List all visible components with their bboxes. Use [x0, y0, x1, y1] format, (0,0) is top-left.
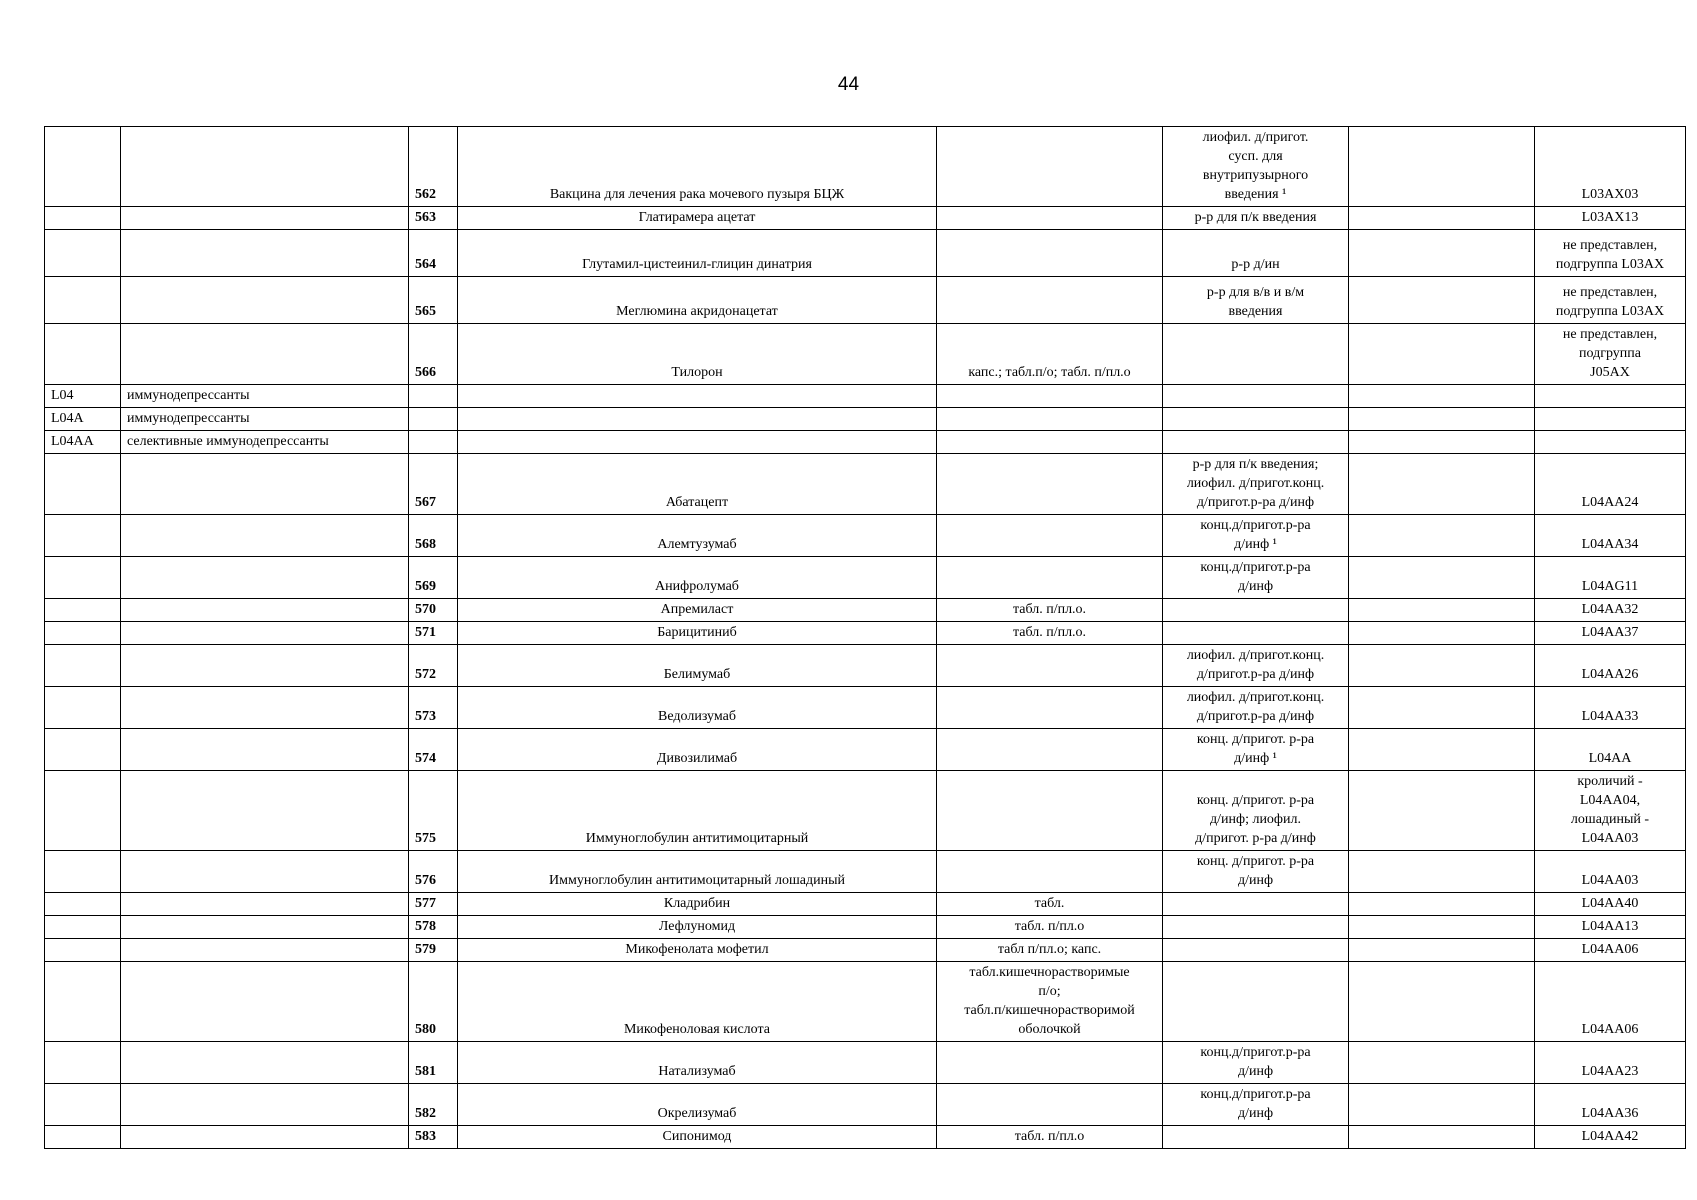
- atc-reference-cell: L04AG11: [1535, 557, 1686, 599]
- table-row: [45, 851, 1686, 893]
- group-name-cell: [121, 127, 409, 207]
- note-cell: [1349, 893, 1535, 916]
- dosage-form-cell: [937, 385, 1163, 408]
- atc-code-cell: [45, 645, 121, 687]
- row-number-cell: 572: [409, 645, 458, 687]
- atc-reference-cell: L04AA26: [1535, 645, 1686, 687]
- dosage-form-cell: табл п/пл.о; капс.: [937, 939, 1163, 962]
- group-row: [45, 385, 1686, 408]
- atc-reference-cell: L04AA06: [1535, 939, 1686, 962]
- drug-name-cell: Глутамил-цистеинил-глицин динатрия: [458, 230, 937, 277]
- drug-name-cell: Натализумаб: [458, 1042, 937, 1084]
- atc-reference-cell: не представлен, подгруппа J05AX: [1535, 324, 1686, 385]
- atc-code-cell: L04A: [45, 408, 121, 431]
- table-row: [45, 622, 1686, 645]
- atc-code-cell: [45, 771, 121, 851]
- row-number-cell: 575: [409, 771, 458, 851]
- atc-reference-cell: L04AA40: [1535, 893, 1686, 916]
- note-cell: [1349, 324, 1535, 385]
- table-row: [45, 916, 1686, 939]
- injection-form-cell: конц.д/пригот.р-ра д/инф: [1163, 1084, 1349, 1126]
- group-name-cell: [121, 622, 409, 645]
- atc-reference-cell: [1535, 408, 1686, 431]
- row-number-cell: 580: [409, 962, 458, 1042]
- group-name-cell: [121, 687, 409, 729]
- atc-reference-cell: L04AA03: [1535, 851, 1686, 893]
- atc-reference-cell: L03AX03: [1535, 127, 1686, 207]
- dosage-form-cell: [937, 230, 1163, 277]
- injection-form-cell: р-р д/ин: [1163, 230, 1349, 277]
- group-name-cell: [121, 771, 409, 851]
- row-number-cell: 565: [409, 277, 458, 324]
- dosage-form-cell: [937, 645, 1163, 687]
- note-cell: [1349, 962, 1535, 1042]
- group-name-cell: иммунодепрессанты: [121, 385, 409, 408]
- dosage-form-cell: табл. п/пл.о: [937, 1126, 1163, 1149]
- injection-form-cell: р-р для п/к введения; лиофил. д/пригот.конц. д/пригот.р-ра д/инф: [1163, 454, 1349, 515]
- group-name-cell: [121, 1042, 409, 1084]
- dosage-form-cell: [937, 454, 1163, 515]
- atc-reference-cell: L03AX13: [1535, 207, 1686, 230]
- injection-form-cell: конц. д/пригот. р-ра д/инф; лиофил. д/пригот. р-ра д/инф: [1163, 771, 1349, 851]
- table-row: [45, 557, 1686, 599]
- dosage-form-cell: [937, 1084, 1163, 1126]
- dosage-form-cell: [937, 1042, 1163, 1084]
- atc-code-cell: [45, 324, 121, 385]
- injection-form-cell: [1163, 599, 1349, 622]
- injection-form-cell: лиофил. д/пригот. сусп. для внутрипузырного введения ¹: [1163, 127, 1349, 207]
- dosage-form-cell: [937, 408, 1163, 431]
- drug-name-cell: Иммуноглобулин антитимоцитарный лошадиный: [458, 851, 937, 893]
- atc-code-cell: L04: [45, 385, 121, 408]
- injection-form-cell: [1163, 385, 1349, 408]
- atc-code-cell: [45, 127, 121, 207]
- atc-reference-cell: L04AA33: [1535, 687, 1686, 729]
- note-cell: [1349, 1084, 1535, 1126]
- note-cell: [1349, 408, 1535, 431]
- atc-reference-cell: [1535, 431, 1686, 454]
- note-cell: [1349, 851, 1535, 893]
- group-row: [45, 408, 1686, 431]
- note-cell: [1349, 385, 1535, 408]
- note-cell: [1349, 771, 1535, 851]
- table-row: [45, 645, 1686, 687]
- table-row: [45, 729, 1686, 771]
- note-cell: [1349, 729, 1535, 771]
- atc-code-cell: [45, 1042, 121, 1084]
- dosage-form-cell: [937, 557, 1163, 599]
- drug-table: [44, 126, 1686, 1149]
- atc-code-cell: [45, 454, 121, 515]
- atc-reference-cell: [1535, 385, 1686, 408]
- atc-code-cell: [45, 515, 121, 557]
- atc-reference-cell: L04AA36: [1535, 1084, 1686, 1126]
- dosage-form-cell: [937, 851, 1163, 893]
- dosage-form-cell: [937, 729, 1163, 771]
- table-row: [45, 454, 1686, 515]
- row-number-cell: 578: [409, 916, 458, 939]
- row-number-cell: [409, 385, 458, 408]
- injection-form-cell: [1163, 916, 1349, 939]
- group-name-cell: [121, 599, 409, 622]
- row-number-cell: 573: [409, 687, 458, 729]
- dosage-form-cell: табл. п/пл.о.: [937, 622, 1163, 645]
- row-number-cell: 579: [409, 939, 458, 962]
- injection-form-cell: р-р для п/к введения: [1163, 207, 1349, 230]
- note-cell: [1349, 645, 1535, 687]
- table-row: [45, 687, 1686, 729]
- row-number-cell: [409, 431, 458, 454]
- atc-code-cell: [45, 939, 121, 962]
- atc-code-cell: [45, 207, 121, 230]
- note-cell: [1349, 277, 1535, 324]
- atc-code-cell: [45, 230, 121, 277]
- atc-reference-cell: не представлен, подгруппа L03AX: [1535, 277, 1686, 324]
- atc-code-cell: [45, 622, 121, 645]
- injection-form-cell: [1163, 408, 1349, 431]
- group-name-cell: [121, 939, 409, 962]
- table-row: [45, 939, 1686, 962]
- drug-name-cell: Ведолизумаб: [458, 687, 937, 729]
- table-row: [45, 515, 1686, 557]
- injection-form-cell: [1163, 939, 1349, 962]
- group-name-cell: селективные иммунодепрессанты: [121, 431, 409, 454]
- note-cell: [1349, 599, 1535, 622]
- injection-form-cell: конц. д/пригот. р-ра д/инф: [1163, 851, 1349, 893]
- drug-name-cell: Кладрибин: [458, 893, 937, 916]
- drug-name-cell: Дивозилимаб: [458, 729, 937, 771]
- note-cell: [1349, 1126, 1535, 1149]
- drug-name-cell: Глатирамера ацетат: [458, 207, 937, 230]
- injection-form-cell: [1163, 962, 1349, 1042]
- note-cell: [1349, 916, 1535, 939]
- drug-name-cell: [458, 408, 937, 431]
- note-cell: [1349, 454, 1535, 515]
- atc-code-cell: [45, 851, 121, 893]
- atc-reference-cell: L04AA23: [1535, 1042, 1686, 1084]
- atc-reference-cell: L04AA34: [1535, 515, 1686, 557]
- row-number-cell: 577: [409, 893, 458, 916]
- drug-name-cell: Микофенолата мофетил: [458, 939, 937, 962]
- row-number-cell: 582: [409, 1084, 458, 1126]
- note-cell: [1349, 939, 1535, 962]
- group-name-cell: [121, 645, 409, 687]
- atc-code-cell: [45, 729, 121, 771]
- injection-form-cell: конц.д/пригот.р-ра д/инф: [1163, 1042, 1349, 1084]
- row-number-cell: 569: [409, 557, 458, 599]
- injection-form-cell: лиофил. д/пригот.конц. д/пригот.р-ра д/инф: [1163, 687, 1349, 729]
- drug-name-cell: Барицитиниб: [458, 622, 937, 645]
- row-number-cell: 566: [409, 324, 458, 385]
- drug-name-cell: Сипонимод: [458, 1126, 937, 1149]
- atc-code-cell: [45, 962, 121, 1042]
- drug-name-cell: Окрелизумаб: [458, 1084, 937, 1126]
- note-cell: [1349, 1042, 1535, 1084]
- injection-form-cell: конц.д/пригот.р-ра д/инф ¹: [1163, 515, 1349, 557]
- drug-name-cell: Лефлуномид: [458, 916, 937, 939]
- injection-form-cell: лиофил. д/пригот.конц. д/пригот.р-ра д/инф: [1163, 645, 1349, 687]
- group-name-cell: [121, 916, 409, 939]
- atc-code-cell: [45, 277, 121, 324]
- atc-code-cell: L04AA: [45, 431, 121, 454]
- drug-name-cell: Алемтузумаб: [458, 515, 937, 557]
- row-number-cell: 583: [409, 1126, 458, 1149]
- table-row: [45, 771, 1686, 851]
- row-number-cell: 568: [409, 515, 458, 557]
- injection-form-cell: [1163, 1126, 1349, 1149]
- dosage-form-cell: [937, 277, 1163, 324]
- dosage-form-cell: [937, 515, 1163, 557]
- injection-form-cell: [1163, 622, 1349, 645]
- atc-code-cell: [45, 916, 121, 939]
- row-number-cell: 571: [409, 622, 458, 645]
- atc-reference-cell: L04AA: [1535, 729, 1686, 771]
- drug-name-cell: Тилорон: [458, 324, 937, 385]
- atc-reference-cell: L04AA37: [1535, 622, 1686, 645]
- row-number-cell: 563: [409, 207, 458, 230]
- group-name-cell: [121, 277, 409, 324]
- dosage-form-cell: табл. п/пл.о.: [937, 599, 1163, 622]
- group-name-cell: [121, 893, 409, 916]
- table-row: [45, 599, 1686, 622]
- drug-name-cell: Белимумаб: [458, 645, 937, 687]
- atc-reference-cell: кроличий - L04AA04, лошадиный - L04AA03: [1535, 771, 1686, 851]
- drug-name-cell: Микофеноловая кислота: [458, 962, 937, 1042]
- row-number-cell: 562: [409, 127, 458, 207]
- table-row: [45, 893, 1686, 916]
- dosage-form-cell: табл.кишечнорастворимые п/о; табл.п/кишечнорастворимой оболочкой: [937, 962, 1163, 1042]
- table-row: [45, 962, 1686, 1042]
- note-cell: [1349, 687, 1535, 729]
- atc-code-cell: [45, 687, 121, 729]
- group-name-cell: [121, 851, 409, 893]
- group-name-cell: [121, 324, 409, 385]
- group-name-cell: [121, 962, 409, 1042]
- drug-name-cell: Анифролумаб: [458, 557, 937, 599]
- dosage-form-cell: [937, 771, 1163, 851]
- dosage-form-cell: [937, 207, 1163, 230]
- group-name-cell: [121, 230, 409, 277]
- atc-reference-cell: L04AA32: [1535, 599, 1686, 622]
- atc-code-cell: [45, 557, 121, 599]
- drug-name-cell: Иммуноглобулин антитимоцитарный: [458, 771, 937, 851]
- page-number: 44: [837, 74, 860, 95]
- row-number-cell: 564: [409, 230, 458, 277]
- note-cell: [1349, 230, 1535, 277]
- group-name-cell: иммунодепрессанты: [121, 408, 409, 431]
- note-cell: [1349, 127, 1535, 207]
- dosage-form-cell: капс.; табл.п/о; табл. п/пл.о: [937, 324, 1163, 385]
- atc-reference-cell: L04AA42: [1535, 1126, 1686, 1149]
- row-number-cell: 581: [409, 1042, 458, 1084]
- group-name-cell: [121, 557, 409, 599]
- table-row: [45, 127, 1686, 207]
- note-cell: [1349, 622, 1535, 645]
- table-row: [45, 1084, 1686, 1126]
- note-cell: [1349, 557, 1535, 599]
- dosage-form-cell: табл. п/пл.о: [937, 916, 1163, 939]
- atc-code-cell: [45, 1126, 121, 1149]
- group-name-cell: [121, 207, 409, 230]
- note-cell: [1349, 431, 1535, 454]
- table-row: [45, 1126, 1686, 1149]
- group-name-cell: [121, 1126, 409, 1149]
- group-name-cell: [121, 515, 409, 557]
- dosage-form-cell: [937, 127, 1163, 207]
- group-row: [45, 431, 1686, 454]
- dosage-form-cell: табл.: [937, 893, 1163, 916]
- injection-form-cell: [1163, 324, 1349, 385]
- row-number-cell: 567: [409, 454, 458, 515]
- table-row: [45, 1042, 1686, 1084]
- group-name-cell: [121, 1084, 409, 1126]
- atc-reference-cell: не представлен, подгруппа L03AX: [1535, 230, 1686, 277]
- atc-code-cell: [45, 893, 121, 916]
- injection-form-cell: [1163, 431, 1349, 454]
- atc-reference-cell: L04AA06: [1535, 962, 1686, 1042]
- table-row: [45, 277, 1686, 324]
- table-body: [45, 127, 1686, 1149]
- note-cell: [1349, 207, 1535, 230]
- row-number-cell: 574: [409, 729, 458, 771]
- group-name-cell: [121, 729, 409, 771]
- drug-name-cell: Абатацепт: [458, 454, 937, 515]
- atc-reference-cell: L04AA24: [1535, 454, 1686, 515]
- drug-name-cell: [458, 431, 937, 454]
- drug-name-cell: Апремиласт: [458, 599, 937, 622]
- drug-name-cell: Меглюмина акридонацетат: [458, 277, 937, 324]
- dosage-form-cell: [937, 687, 1163, 729]
- table-row: [45, 230, 1686, 277]
- row-number-cell: 570: [409, 599, 458, 622]
- row-number-cell: 576: [409, 851, 458, 893]
- row-number-cell: [409, 408, 458, 431]
- injection-form-cell: р-р для в/в и в/м введения: [1163, 277, 1349, 324]
- injection-form-cell: [1163, 893, 1349, 916]
- note-cell: [1349, 515, 1535, 557]
- atc-code-cell: [45, 599, 121, 622]
- injection-form-cell: конц.д/пригот.р-ра д/инф: [1163, 557, 1349, 599]
- dosage-form-cell: [937, 431, 1163, 454]
- atc-reference-cell: L04AA13: [1535, 916, 1686, 939]
- group-name-cell: [121, 454, 409, 515]
- injection-form-cell: конц. д/пригот. р-ра д/инф ¹: [1163, 729, 1349, 771]
- atc-code-cell: [45, 1084, 121, 1126]
- drug-name-cell: Вакцина для лечения рака мочевого пузыря БЦЖ: [458, 127, 937, 207]
- table-row: [45, 207, 1686, 230]
- drug-name-cell: [458, 385, 937, 408]
- table-row: [45, 324, 1686, 385]
